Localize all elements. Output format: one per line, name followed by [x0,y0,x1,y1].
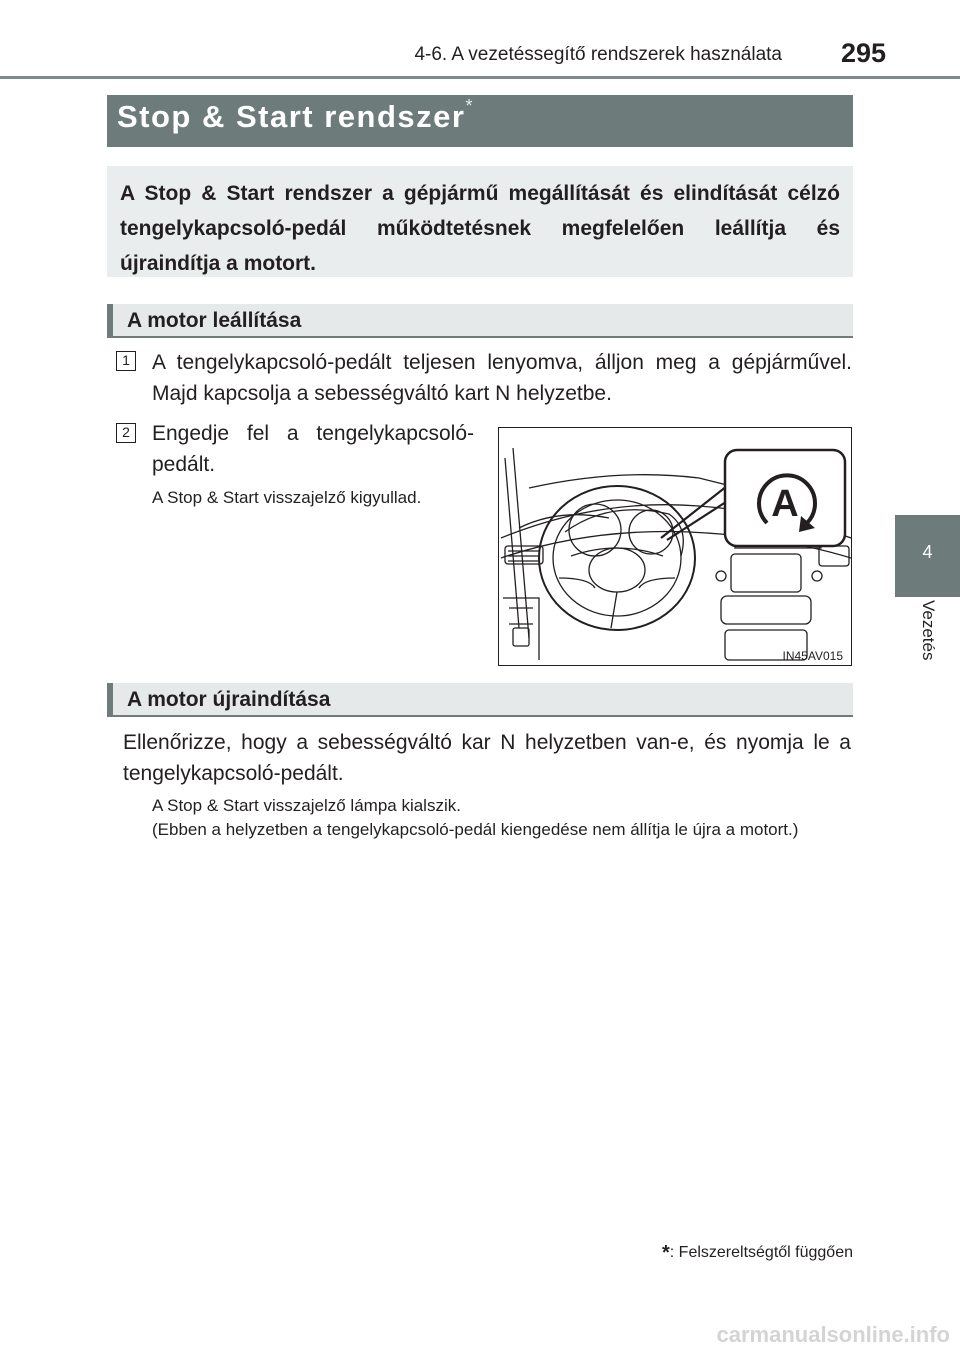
intro-text: A Stop & Start rendszer a gépjármű megállítását és elindítását célzó tengelykapcsoló-pedál működtetésnek megfelelően leállítja és újraindítja a motort. [120,182,840,275]
step-number-1: 1 [116,351,136,371]
header-rule [0,76,960,79]
restart-note-1: A Stop & Start visszajelző lámpa kialszik. [152,796,461,815]
restart-note-2: (Ebben a helyzetben a tengelykapcsoló-pedál kiengedése nem állítja le újra a motort.) [152,820,799,839]
page-title [117,95,474,135]
chapter-tab-label [895,600,960,690]
illustration-code: IN45AV015 [782,649,843,663]
chapter-tab-number: 4 [895,515,960,597]
footnote [560,1240,853,1263]
chapter-label-text: Vezetés [918,600,938,661]
step-2-text: Engedje fel a tengelykapcsoló-pedált. [152,422,474,476]
restart-text: Ellenőrizze, hogy a sebességváltó kar N helyzetben van-e, és nyomja le a tengelykapcsoló-pedált. [123,731,851,785]
dashboard-illustration [498,427,852,666]
step-1-text: A tengelykapcsoló-pedált teljesen lenyomva, álljon meg a gépjárművel. Majd kapcsolja a sebességváltó kart N helyzetbe. [152,351,852,405]
page-number: 295 [840,38,886,68]
section-heading-stop [107,304,853,338]
indicator-letter: A [771,483,799,525]
step-number-2: 2 [116,423,136,443]
footnote-mark: * [661,1242,670,1264]
running-header-section: 4-6. A vezetéssegítő rendszerek használata [414,44,782,65]
section-heading-restart-text: A motor újraindítása [127,688,331,711]
watermark: carmanualsonline.info [716,1322,950,1347]
section-heading-stop-text: A motor leállítása [127,309,302,332]
footnote-text: : Felszereltségtől függően [669,1244,853,1261]
page-title-text: Stop & Start rendszer [117,99,466,134]
asterisk-mark: * [465,95,474,116]
step-2-note: A Stop & Start visszajelző kigyullad. [152,488,422,507]
dashboard-drawing [499,428,852,666]
section-heading-restart [107,683,853,717]
